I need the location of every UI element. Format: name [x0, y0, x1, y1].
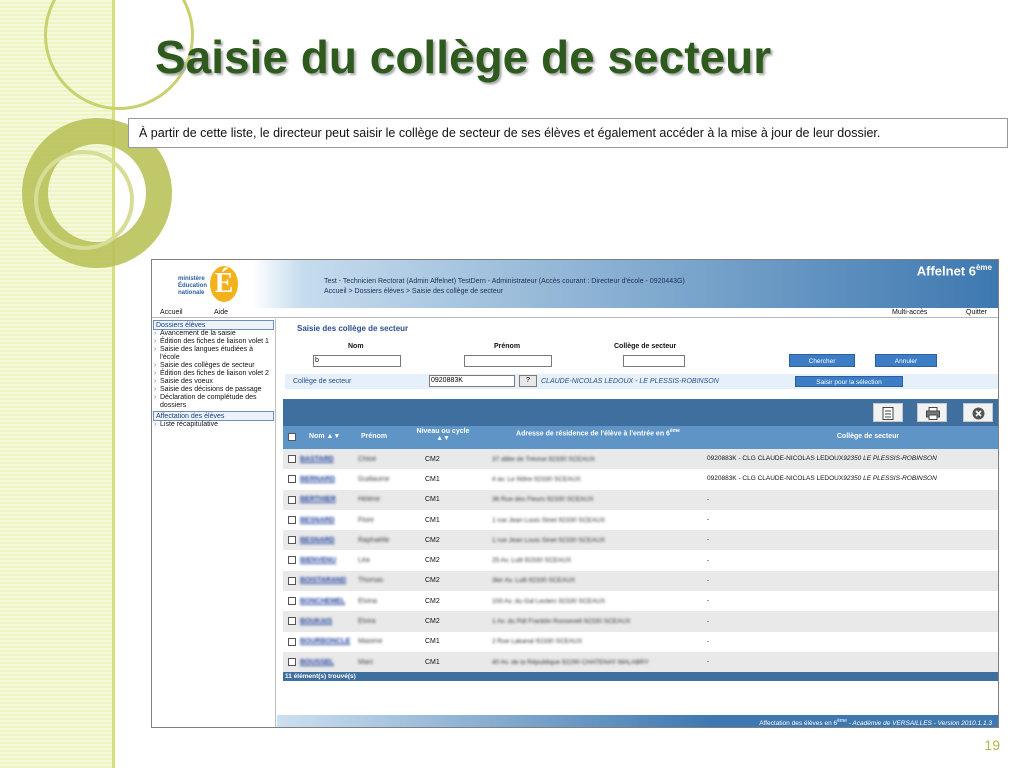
slide-decoration-strip	[0, 0, 112, 768]
college-code: 0920883K - CLG CLAUDE-NICOLAS LEDOUX	[707, 455, 844, 463]
student-college	[707, 611, 997, 631]
sidebar-section-dossiers[interactable]: Dossiers élèves	[153, 320, 274, 330]
page-number: 19	[984, 737, 1000, 753]
nom-input[interactable]: b	[313, 355, 401, 367]
student-level: CM1	[425, 638, 440, 646]
student-level: CM1	[425, 496, 440, 504]
student-level: CM2	[425, 597, 440, 605]
row-checkbox[interactable]	[288, 556, 296, 564]
row-checkbox[interactable]	[288, 455, 296, 463]
student-firstname: Guillaume	[358, 475, 390, 483]
student-address: 2 Rue Lakanal 92330 SCEAUX	[492, 638, 583, 646]
saisir-selection-button[interactable]: Saisir pour la sélection	[795, 376, 903, 387]
footer-text-before: Affectation des élèves en 6	[759, 720, 838, 728]
college-code: -	[707, 658, 710, 666]
college-code: 0920883K - CLG CLAUDE-NICOLAS LEDOUX	[707, 475, 844, 483]
student-level: CM1	[425, 475, 440, 483]
college-code: -	[707, 495, 710, 503]
student-address: 40 Av. de la République 92290 CHATENAY MALABRY	[492, 658, 649, 666]
college-input[interactable]	[623, 355, 685, 367]
student-name-link[interactable]: BONCHEMEL	[300, 597, 346, 605]
college-selected-name: CLAUDE-NICOLAS LEDOUX - LE PLESSIS-ROBINSON	[541, 378, 719, 385]
table-row[interactable]	[283, 469, 999, 489]
table-row[interactable]	[283, 550, 999, 570]
ministry-logo-text: ministère Éducation nationale	[178, 276, 208, 296]
student-name-link[interactable]: BOISTARAND	[300, 577, 347, 585]
table-row[interactable]	[283, 490, 999, 510]
app-header	[152, 260, 999, 308]
student-address: 1 Av. du Pdt Franklin Roosevelt 92330 SCEAUX	[492, 618, 631, 626]
college-code: -	[707, 536, 710, 544]
menu-multi-acces[interactable]: Multi-accès	[892, 309, 928, 316]
student-address: 36 Rue des Fleurs 92330 SCEAUX	[492, 496, 594, 504]
document-icon[interactable]	[873, 403, 903, 422]
col-niveau[interactable]: Niveau ou cycle ▲▼	[416, 428, 470, 442]
prenom-label: Prénom	[494, 343, 521, 350]
table-row[interactable]	[283, 611, 999, 631]
student-address: 1 rue Jean Louis Sinet 92330 SCEAUX	[492, 516, 606, 524]
app-brand	[917, 263, 992, 278]
student-college	[707, 591, 997, 611]
grid-toolbar-top	[283, 399, 999, 426]
student-level: CM1	[425, 658, 440, 666]
table-row[interactable]	[283, 571, 999, 591]
footer-text-after: - Académie de VERSAILLES - Version 2010.1.1.3	[846, 720, 992, 728]
college-bar-label: Collège de secteur	[293, 378, 352, 385]
student-firstname: Hélène	[358, 496, 381, 504]
ministry-logo-icon[interactable]: É	[210, 266, 238, 302]
sidebar-item[interactable]: › Édition des fiches de liaison volet 2	[152, 370, 275, 378]
row-checkbox[interactable]	[288, 658, 296, 666]
nom-label: Nom	[348, 343, 364, 350]
footer-text	[759, 718, 992, 727]
menu-accueil[interactable]: Accueil	[160, 309, 183, 316]
chercher-button[interactable]: Chercher	[789, 354, 855, 367]
grid-header	[283, 426, 999, 449]
student-college	[707, 510, 997, 530]
row-checkbox[interactable]	[288, 577, 296, 585]
college-code: -	[707, 556, 710, 564]
footer-superscript: ème	[837, 718, 847, 724]
col-adresse	[493, 428, 703, 437]
student-level: CM2	[425, 618, 440, 626]
row-checkbox[interactable]	[288, 536, 296, 544]
print-icon[interactable]	[917, 403, 947, 422]
college-code-input[interactable]: 0920883K	[429, 375, 515, 387]
student-name-link[interactable]: BOURBONCLE	[300, 638, 351, 646]
student-college	[707, 550, 997, 570]
student-level: CM2	[425, 536, 440, 544]
user-context-text: Test - Technicien Rectorat (Admin Affelnet) TestDern - Administrateur (Accès courant : Directeur d'école - 0920443G)	[324, 278, 685, 285]
college-code: -	[707, 637, 710, 645]
sidebar-item[interactable]: › Saisie des décisions de passage	[152, 386, 275, 394]
student-college	[707, 530, 997, 550]
main-content	[277, 319, 999, 728]
prenom-input[interactable]	[464, 355, 552, 367]
select-all-checkbox[interactable]	[288, 433, 296, 441]
slide-title: Saisie du collège de secteur	[155, 31, 772, 83]
student-college	[707, 490, 997, 510]
row-checkbox[interactable]	[288, 617, 296, 625]
student-college	[707, 632, 997, 652]
col-college[interactable]: Collège de secteur	[836, 433, 900, 440]
student-level: CM1	[425, 516, 440, 524]
student-firstname: Flore	[358, 516, 374, 524]
sidebar-item[interactable]: › Édition des fiches de liaison volet 1	[152, 338, 275, 346]
student-level: CM2	[425, 557, 440, 565]
student-address: 1 rue Jean Louis Sinet 92330 SCEAUX	[492, 536, 606, 544]
student-firstname: Marc	[358, 658, 374, 666]
student-address: 100 Av. du Gal Leclerc 92330 SCEAUX	[492, 597, 606, 605]
sidebar-item[interactable]: › Avancement de la saisie	[152, 330, 275, 338]
college-label: Collège de secteur	[614, 343, 677, 350]
student-name-link[interactable]: BESNARD	[300, 516, 335, 524]
student-name-link[interactable]: BASTARD	[300, 455, 334, 463]
col-nom[interactable]: Nom ▲▼	[309, 433, 341, 440]
student-level: CM2	[425, 455, 440, 463]
close-icon[interactable]	[963, 403, 993, 422]
brand-name: Affelnet 6	[916, 263, 976, 279]
grid-body	[283, 449, 999, 672]
table-row[interactable]	[283, 591, 999, 611]
sidebar-item[interactable]: › Saisie des voeux	[152, 378, 275, 386]
student-address: 25 Av. Lulli 92330 SCEAUX	[492, 557, 572, 565]
students-grid	[283, 426, 999, 681]
student-name-link[interactable]: BOUKAIS	[300, 618, 333, 626]
sidebar-section-affectation[interactable]: Affectation des élèves	[153, 411, 274, 421]
table-row[interactable]	[283, 632, 999, 652]
student-firstname: Léa	[358, 557, 370, 565]
student-name-link[interactable]: BERNARD	[300, 475, 335, 483]
col-adresse-sup: ème	[669, 428, 680, 434]
student-name-link[interactable]: BOUSSEL	[300, 658, 334, 666]
sidebar	[152, 319, 276, 728]
college-city: 92350 LE PLESSIS-ROBINSON	[843, 475, 937, 483]
sidebar-item[interactable]: › Saisie des langues étudiées à l'école	[152, 346, 275, 362]
sidebar-item[interactable]: › Déclaration de complétude des dossiers	[152, 394, 275, 410]
col-prenom[interactable]: Prénom	[361, 433, 388, 440]
table-row[interactable]	[283, 652, 999, 672]
col-adresse-label: Adresse de résidence de l'élève à l'entrée en 6	[516, 430, 670, 438]
student-college	[707, 449, 997, 469]
college-code: -	[707, 597, 710, 605]
slide-caption: À partir de cette liste, le directeur peut saisir le collège de secteur de ses élèves et également accéder à la mise à jour de leur dossier.	[128, 118, 1008, 148]
col-niveau-label: Niveau ou cycle	[416, 428, 470, 435]
sidebar-item[interactable]: › Saisie des collèges de secteur	[152, 362, 275, 370]
student-college	[707, 652, 997, 672]
college-city: 92350 LE PLESSIS-ROBINSON	[843, 455, 937, 463]
student-address: 4 av. Le Nôtre 92330 SCEAUX	[492, 475, 581, 483]
college-code: -	[707, 516, 710, 524]
app-footer	[277, 715, 999, 728]
student-firstname: Elvina	[358, 597, 378, 605]
row-checkbox[interactable]	[288, 597, 296, 605]
form-title: Saisie des collège de secteur	[297, 324, 409, 333]
slide-decoration-ring	[34, 150, 134, 250]
menu-bar	[152, 308, 999, 318]
row-checkbox[interactable]	[288, 475, 296, 483]
student-name-link[interactable]: BERTHIER	[300, 496, 336, 504]
table-row[interactable]	[283, 530, 999, 550]
app-screenshot	[151, 259, 999, 728]
student-address: 37 allée de Trévise 92330 SCEAUX	[492, 455, 595, 463]
menu-quitter[interactable]: Quitter	[966, 309, 988, 316]
college-selection-bar	[285, 374, 999, 389]
sidebar-item[interactable]: › Liste récapitulative	[152, 421, 275, 429]
student-firstname: Maxime	[358, 638, 383, 646]
student-name-link[interactable]: BIENVENU	[300, 557, 337, 565]
row-checkbox[interactable]	[288, 516, 296, 524]
col-nom-label: Nom	[309, 433, 325, 440]
student-firstname: Raphaëlle	[358, 536, 390, 544]
row-checkbox[interactable]	[288, 638, 296, 646]
row-checkbox[interactable]	[288, 496, 296, 504]
student-college	[707, 571, 997, 591]
results-count: 11 élément(s) trouvé(s)	[283, 672, 999, 681]
college-help-button[interactable]: ?	[519, 375, 537, 387]
student-firstname: Thomas	[358, 577, 384, 585]
college-code: -	[707, 617, 710, 625]
student-name-link[interactable]: BESNARD	[300, 536, 335, 544]
student-college	[707, 469, 997, 489]
student-firstname: Chloé	[358, 455, 377, 463]
brand-superscript: ème	[975, 263, 992, 272]
student-address: 3ter Av. Lulli 92330 SCEAUX	[492, 577, 576, 585]
annuler-button[interactable]: Annuler	[875, 354, 937, 367]
student-firstname: Elvira	[358, 618, 376, 626]
student-level: CM2	[425, 577, 440, 585]
table-row[interactable]	[283, 510, 999, 530]
college-code: -	[707, 576, 710, 584]
table-row[interactable]	[283, 449, 999, 469]
breadcrumb: Accueil > Dossiers élèves > Saisie des collège de secteur	[324, 288, 503, 295]
menu-aide[interactable]: Aide	[214, 309, 229, 316]
slide-decoration-line	[112, 0, 115, 768]
